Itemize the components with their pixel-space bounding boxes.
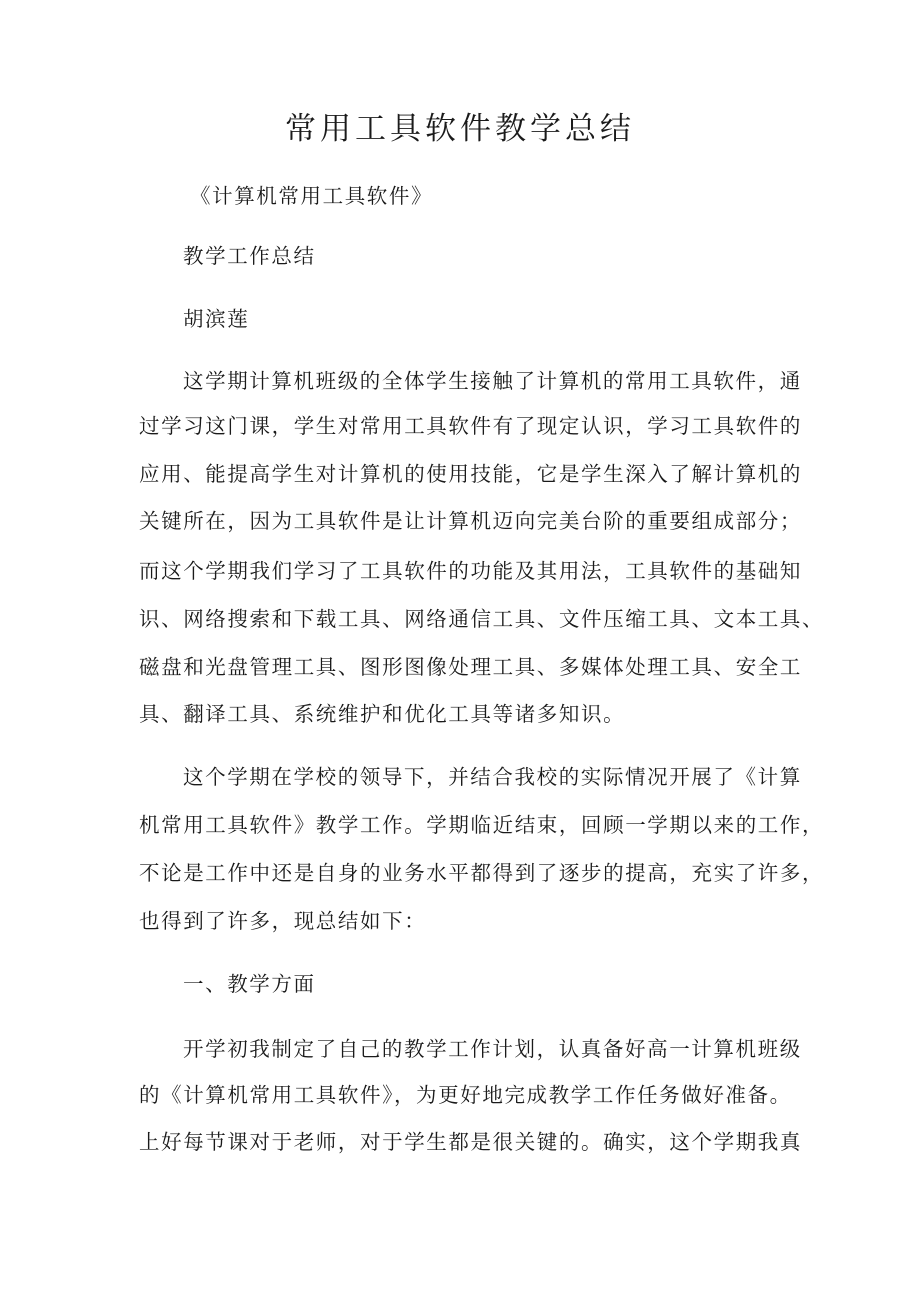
paragraph-line: 不论是工作中还是自身的业务水平都得到了逐步的提高，充实了许多， [139,861,825,885]
paragraph-line: 这学期计算机班级的全体学生接触了计算机的常用工具软件，通 [183,369,802,393]
paragraph-line: 而这个学期我们学习了工具软件的功能及其用法，工具软件的基础知 [139,559,802,583]
document-title: 常用工具软件教学总结 [285,111,635,147]
paragraph-line: 开学初我制定了自己的教学工作计划，认真备好高一计算机班级 [183,1037,802,1061]
author-name: 胡滨莲 [183,307,250,331]
paragraph-line: 应用、能提高学生对计算机的使用技能，它是学生深入了解计算机的 [139,462,802,486]
paragraph-line: 磁盘和光盘管理工具、图形图像处理工具、多媒体处理工具、安全工 [139,655,802,679]
paragraph-line: 机常用工具软件》教学工作。学期临近结束，回顾一学期以来的工作， [139,813,825,837]
paragraph-line: 这个学期在学校的领导下，并结合我校的实际情况开展了《计算 [183,765,802,789]
subtitle-kind: 教学工作总结 [183,244,316,268]
paragraph-line: 过学习这门课，学生对常用工具软件有了现定认识，学习工具软件的 [139,414,802,438]
paragraph-line: 具、翻译工具、系统维护和优化工具等诸多知识。 [139,702,626,726]
paragraph-line: 识、网络搜索和下载工具、网络通信工具、文件压缩工具、文本工具、 [139,607,825,631]
paragraph-line: 上好每节课对于老师，对于学生都是很关键的。确实，这个学期我真 [139,1130,802,1154]
section-heading: 一、教学方面 [183,972,316,996]
paragraph-line: 关键所在，因为工具软件是让计算机迈向完美台阶的重要组成部分； [139,509,802,533]
subtitle-book: 《计算机常用工具软件》 [190,184,434,208]
paragraph-line: 也得到了许多，现总结如下： [139,909,427,933]
paragraph-line: 的《计算机常用工具软件》，为更好地完成教学工作任务做好准备。 [139,1083,792,1107]
